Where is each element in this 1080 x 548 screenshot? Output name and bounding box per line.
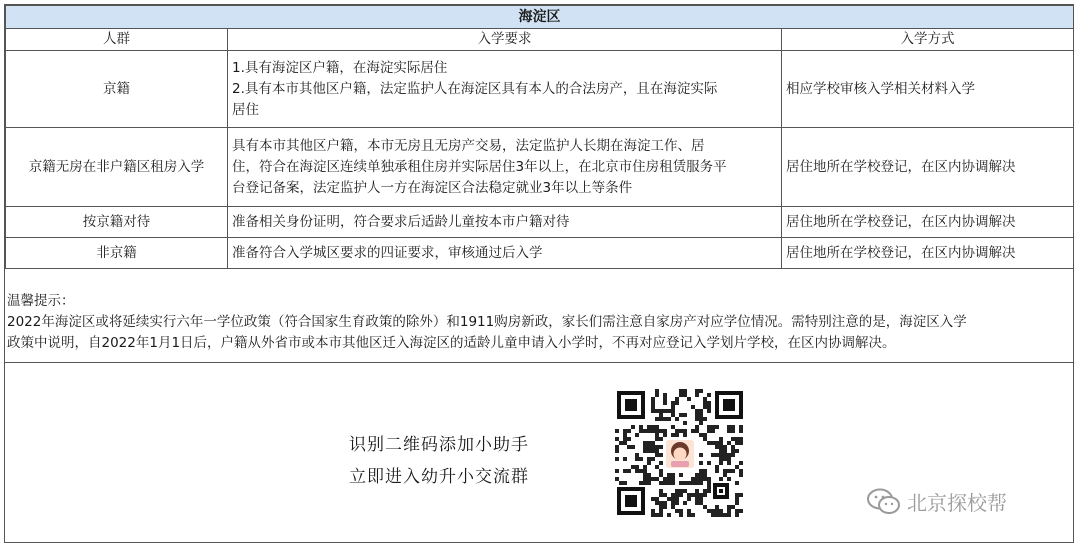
requirement-line: 居住: [232, 101, 259, 118]
requirement-cell: [228, 238, 782, 269]
admission-table: [5, 5, 1074, 269]
method-cell: 相应学校审核入学相关材料入学: [782, 51, 1074, 128]
requirement-line: 住，符合在海淀区连续单独承租住房并实际居住3年以上，在北京市住房租赁服务平: [232, 158, 727, 175]
table-row: [6, 128, 1074, 207]
brand-name: 北京探校帮: [907, 491, 1007, 515]
table-title: 海淀区: [6, 6, 1074, 29]
promo-line-1: 识别二维码添加小助手: [349, 435, 529, 455]
requirement-line: 1.具有海淀区户籍，在海淀实际居住: [232, 59, 448, 76]
tips-line: 2022年海淀区或将延续实行六年一学位政策（符合国家生育政策的除外）和1911购房新政，家长们需注意自家房产对应学位情况。需特别注意的是，海淀区入学: [7, 314, 967, 330]
table-row: [6, 51, 1074, 128]
requirement-cell: [228, 51, 782, 128]
requirement-line: 台登记备案，法定监护人一方在海淀区合法稳定就业3年以上等条件: [232, 179, 633, 196]
policy-sheet: [4, 4, 1074, 543]
tips-line: 政策中说明，自2022年1月1日后，户籍从外省市或本市其他区迁入海淀区的适龄儿童申请入小学时，不再对应登记入学划片学校，在区内协调解决。: [7, 335, 896, 351]
group-cell: 京籍: [6, 51, 228, 128]
requirement-line: 2.具有本市其他区户籍，法定监护人在海淀区具有本人的合法房产，且在海淀实际: [232, 80, 718, 97]
requirement-cell: [228, 128, 782, 207]
requirement-line: 具有本市其他区户籍，本市无房且无房产交易，法定监护人长期在海淀工作、居: [232, 137, 705, 154]
table-row: [6, 207, 1074, 238]
promo-line-2: 立即进入幼升小交流群: [349, 467, 529, 487]
group-cell: 京籍无房在非户籍区租房入学: [6, 128, 228, 207]
tips-section: [5, 287, 1073, 363]
header-requirement: 入学要求: [228, 29, 782, 51]
method-cell: 居住地所在学校登记，在区内协调解决: [782, 207, 1074, 238]
group-cell: 按京籍对待: [6, 207, 228, 238]
brand-mark: [867, 487, 1007, 516]
table-row: [6, 238, 1074, 269]
wechat-icon: [867, 488, 901, 516]
promo-text: [349, 429, 529, 493]
method-cell: 居住地所在学校登记，在区内协调解决: [782, 238, 1074, 269]
requirement-cell: [228, 207, 782, 238]
tips-label: 温馨提示：: [7, 293, 75, 309]
qr-code-icon[interactable]: [613, 387, 747, 521]
method-cell: 居住地所在学校登记，在区内协调解决: [782, 128, 1074, 207]
requirement-line: 准备符合入学城区要求的四证要求，审核通过后入学: [232, 244, 543, 261]
requirement-line: 准备相关身份证明，符合要求后适龄儿童按本市户籍对待: [232, 213, 570, 230]
group-cell: 非京籍: [6, 238, 228, 269]
header-method: 入学方式: [782, 29, 1074, 51]
promo-section: [5, 363, 1073, 543]
header-group: 人群: [6, 29, 228, 51]
